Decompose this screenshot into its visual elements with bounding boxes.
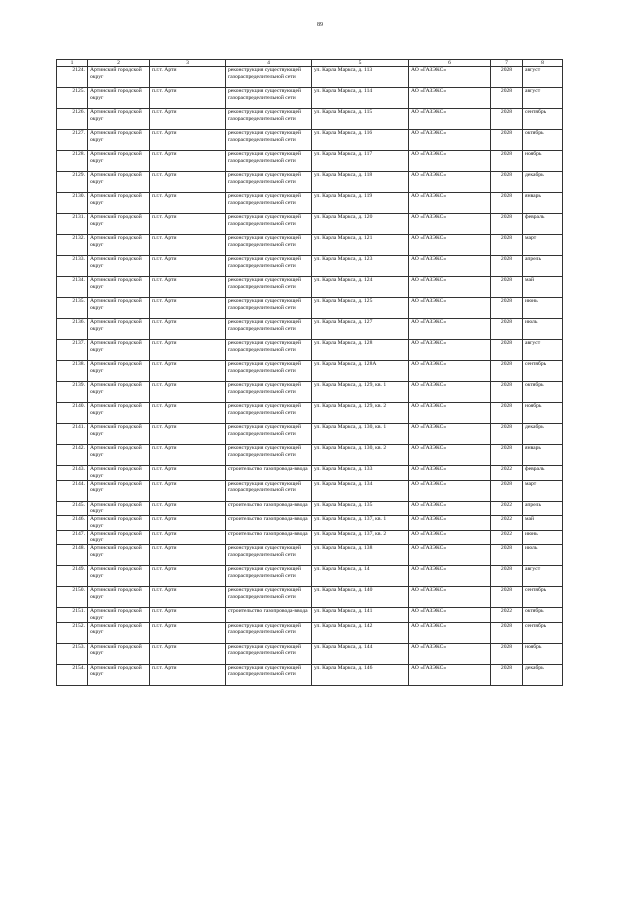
work-type-cell: реконструкция существующей газораспределительной сети [226, 545, 312, 566]
locality-cell: п.г.т. Арти [150, 516, 226, 531]
company-cell: АО «ГАЗЭКС» [409, 382, 491, 403]
work-type-cell: реконструкция существующей газораспределительной сети [226, 566, 312, 587]
company-cell: АО «ГАЗЭКС» [409, 445, 491, 466]
locality-cell: п.г.т. Арти [150, 340, 226, 361]
table-row [57, 530, 563, 545]
row-number-cell: 2143. [57, 466, 88, 481]
year-cell: 2028 [491, 214, 523, 235]
address-cell: ул. Карла Маркса, д. 118 [312, 172, 409, 193]
year-cell: 2022 [491, 466, 523, 481]
table-row [57, 545, 563, 566]
address-cell: ул. Карла Маркса, д. 116 [312, 130, 409, 151]
locality-cell: п.г.т. Арти [150, 193, 226, 214]
work-type-cell: реконструкция существующей газораспределительной сети [226, 622, 312, 643]
address-cell: ул. Карла Маркса, д. 134 [312, 480, 409, 501]
table-row [57, 516, 563, 531]
year-cell: 2028 [491, 193, 523, 214]
year-cell: 2028 [491, 235, 523, 256]
district-cell: Артинский городской округ [88, 530, 150, 545]
table-row [57, 130, 563, 151]
locality-cell: п.г.т. Арти [150, 298, 226, 319]
locality-cell: п.г.т. Арти [150, 109, 226, 130]
table-row [57, 151, 563, 172]
table-row [57, 298, 563, 319]
company-cell: АО «ГАЗЭКС» [409, 151, 491, 172]
work-type-cell: строительство газопровода-ввода [226, 516, 312, 531]
row-number-cell: 2133. [57, 256, 88, 277]
company-cell: АО «ГАЗЭКС» [409, 480, 491, 501]
table-row [57, 608, 563, 623]
work-type-cell: реконструкция существующей газораспределительной сети [226, 643, 312, 664]
table-row [57, 361, 563, 382]
locality-cell: п.г.т. Арти [150, 643, 226, 664]
row-number-cell: 2132. [57, 235, 88, 256]
table-row [57, 256, 563, 277]
address-cell: ул. Карла Маркса, д. 144 [312, 643, 409, 664]
company-cell: АО «ГАЗЭКС» [409, 403, 491, 424]
work-type-cell: реконструкция существующей газораспределительной сети [226, 664, 312, 685]
work-type-cell: реконструкция существующей газораспределительной сети [226, 319, 312, 340]
work-type-cell: строительство газопровода-ввода [226, 608, 312, 623]
month-cell: май [523, 277, 563, 298]
district-cell: Артинский городской округ [88, 256, 150, 277]
address-cell: ул. Карла Маркса, д. 128 [312, 340, 409, 361]
table-row [57, 622, 563, 643]
row-number-cell: 2142. [57, 445, 88, 466]
row-number-cell: 2146. [57, 516, 88, 531]
locality-cell: п.г.т. Арти [150, 319, 226, 340]
address-cell: ул. Карла Маркса, д. 121 [312, 235, 409, 256]
year-cell: 2028 [491, 256, 523, 277]
table-row [57, 172, 563, 193]
district-cell: Артинский городской округ [88, 193, 150, 214]
company-cell: АО «ГАЗЭКС» [409, 424, 491, 445]
row-number-cell: 2154. [57, 664, 88, 685]
month-cell: март [523, 480, 563, 501]
company-cell: АО «ГАЗЭКС» [409, 88, 491, 109]
address-cell: ул. Карла Маркса, д. 113 [312, 67, 409, 88]
district-cell: Артинский городской округ [88, 235, 150, 256]
company-cell: АО «ГАЗЭКС» [409, 545, 491, 566]
locality-cell: п.г.т. Арти [150, 130, 226, 151]
locality-cell: п.г.т. Арти [150, 445, 226, 466]
locality-cell: п.г.т. Арти [150, 235, 226, 256]
table-row [57, 566, 563, 587]
address-cell: ул. Карла Маркса, д. 123 [312, 256, 409, 277]
row-number-cell: 2149. [57, 566, 88, 587]
table-row [57, 382, 563, 403]
work-type-cell: реконструкция существующей газораспределительной сети [226, 256, 312, 277]
locality-cell: п.г.т. Арти [150, 361, 226, 382]
district-cell: Артинский городской округ [88, 466, 150, 481]
company-cell: АО «ГАЗЭКС» [409, 608, 491, 623]
year-cell: 2028 [491, 587, 523, 608]
work-type-cell: реконструкция существующей газораспределительной сети [226, 298, 312, 319]
row-number-cell: 2137. [57, 340, 88, 361]
district-cell: Артинский городской округ [88, 340, 150, 361]
company-cell: АО «ГАЗЭКС» [409, 501, 491, 516]
company-cell: АО «ГАЗЭКС» [409, 277, 491, 298]
district-cell: Артинский городской округ [88, 566, 150, 587]
month-cell: июль [523, 545, 563, 566]
company-cell: АО «ГАЗЭКС» [409, 214, 491, 235]
address-cell: ул. Карла Маркса, д. 128А [312, 361, 409, 382]
district-cell: Артинский городской округ [88, 277, 150, 298]
company-cell: АО «ГАЗЭКС» [409, 319, 491, 340]
month-cell: октябрь [523, 382, 563, 403]
locality-cell: п.г.т. Арти [150, 88, 226, 109]
address-cell: ул. Карла Маркса, д. 120 [312, 214, 409, 235]
row-number-cell: 2129. [57, 172, 88, 193]
year-cell: 2028 [491, 382, 523, 403]
year-cell: 2028 [491, 277, 523, 298]
district-cell: Артинский городской округ [88, 67, 150, 88]
month-cell: ноябрь [523, 403, 563, 424]
company-cell: АО «ГАЗЭКС» [409, 566, 491, 587]
company-cell: АО «ГАЗЭКС» [409, 256, 491, 277]
table-row [57, 235, 563, 256]
column-number-row [57, 60, 563, 67]
company-cell: АО «ГАЗЭКС» [409, 235, 491, 256]
year-cell: 2022 [491, 516, 523, 531]
year-cell: 2022 [491, 530, 523, 545]
year-cell: 2022 [491, 608, 523, 623]
row-number-cell: 2128. [57, 151, 88, 172]
year-cell: 2022 [491, 501, 523, 516]
row-number-cell: 2130. [57, 193, 88, 214]
month-cell: июнь [523, 298, 563, 319]
district-cell: Артинский городской округ [88, 403, 150, 424]
row-number-cell: 2153. [57, 643, 88, 664]
year-cell: 2028 [491, 298, 523, 319]
work-type-cell: реконструкция существующей газораспределительной сети [226, 109, 312, 130]
address-cell: ул. Карла Маркса, д. 137, кв. 1 [312, 516, 409, 531]
address-cell: ул. Карла Маркса, д. 140 [312, 587, 409, 608]
address-cell: ул. Карла Маркса, д. 119 [312, 193, 409, 214]
month-cell: август [523, 88, 563, 109]
row-number-cell: 2150. [57, 587, 88, 608]
row-number-cell: 2139. [57, 382, 88, 403]
address-cell: ул. Карла Маркса, д. 129, кв. 1 [312, 382, 409, 403]
locality-cell: п.г.т. Арти [150, 382, 226, 403]
address-cell: ул. Карла Маркса, д. 130, кв. 2 [312, 445, 409, 466]
column-header: 4 [226, 60, 312, 67]
month-cell: февраль [523, 466, 563, 481]
page-number: 89 [317, 22, 323, 28]
work-type-cell: строительство газопровода-ввода [226, 530, 312, 545]
address-cell: ул. Карла Маркса, д. 130, кв. 1 [312, 424, 409, 445]
table-row [57, 501, 563, 516]
month-cell: июнь [523, 530, 563, 545]
company-cell: АО «ГАЗЭКС» [409, 664, 491, 685]
year-cell: 2028 [491, 109, 523, 130]
work-type-cell: строительство газопровода-ввода [226, 466, 312, 481]
district-cell: Артинский городской округ [88, 319, 150, 340]
year-cell: 2028 [491, 67, 523, 88]
year-cell: 2028 [491, 361, 523, 382]
company-cell: АО «ГАЗЭКС» [409, 643, 491, 664]
company-cell: АО «ГАЗЭКС» [409, 193, 491, 214]
district-cell: Артинский городской округ [88, 130, 150, 151]
address-cell: ул. Карла Маркса, д. 135 [312, 501, 409, 516]
district-cell: Артинский городской округ [88, 545, 150, 566]
row-number-cell: 2151. [57, 608, 88, 623]
work-type-cell: реконструкция существующей газораспределительной сети [226, 67, 312, 88]
address-cell: ул. Карла Маркса, д. 125 [312, 298, 409, 319]
company-cell: АО «ГАЗЭКС» [409, 361, 491, 382]
locality-cell: п.г.т. Арти [150, 67, 226, 88]
work-type-cell: реконструкция существующей газораспределительной сети [226, 480, 312, 501]
month-cell: октябрь [523, 130, 563, 151]
locality-cell: п.г.т. Арти [150, 403, 226, 424]
month-cell: май [523, 516, 563, 531]
district-cell: Артинский городской округ [88, 516, 150, 531]
month-cell: декабрь [523, 664, 563, 685]
locality-cell: п.г.т. Арти [150, 530, 226, 545]
row-number-cell: 2145. [57, 501, 88, 516]
address-cell: ул. Карла Маркса, д. 142 [312, 622, 409, 643]
locality-cell: п.г.т. Арти [150, 545, 226, 566]
locality-cell: п.г.т. Арти [150, 587, 226, 608]
work-type-cell: реконструкция существующей газораспределительной сети [226, 587, 312, 608]
address-cell: ул. Карла Маркса, д. 138 [312, 545, 409, 566]
year-cell: 2028 [491, 622, 523, 643]
district-cell: Артинский городской округ [88, 424, 150, 445]
year-cell: 2028 [491, 130, 523, 151]
district-cell: Артинский городской округ [88, 643, 150, 664]
table-row [57, 67, 563, 88]
work-type-cell: реконструкция существующей газораспределительной сети [226, 130, 312, 151]
company-cell: АО «ГАЗЭКС» [409, 109, 491, 130]
month-cell: сентябрь [523, 109, 563, 130]
locality-cell: п.г.т. Арти [150, 608, 226, 623]
month-cell: январь [523, 193, 563, 214]
row-number-cell: 2134. [57, 277, 88, 298]
address-cell: ул. Карла Маркса, д. 137, кв. 2 [312, 530, 409, 545]
work-type-cell: реконструкция существующей газораспределительной сети [226, 361, 312, 382]
locality-cell: п.г.т. Арти [150, 501, 226, 516]
month-cell: август [523, 67, 563, 88]
work-type-cell: реконструкция существующей газораспределительной сети [226, 340, 312, 361]
address-cell: ул. Карла Маркса, д. 129, кв. 2 [312, 403, 409, 424]
district-cell: Артинский городской округ [88, 151, 150, 172]
locality-cell: п.г.т. Арти [150, 424, 226, 445]
locality-cell: п.г.т. Арти [150, 566, 226, 587]
year-cell: 2028 [491, 403, 523, 424]
locality-cell: п.г.т. Арти [150, 214, 226, 235]
company-cell: АО «ГАЗЭКС» [409, 130, 491, 151]
year-cell: 2028 [491, 545, 523, 566]
address-cell: ул. Карла Маркса, д. 127 [312, 319, 409, 340]
column-header: 2 [88, 60, 150, 67]
column-header: 1 [57, 60, 88, 67]
row-number-cell: 2131. [57, 214, 88, 235]
work-type-cell: строительство газопровода-ввода [226, 501, 312, 516]
month-cell: апрель [523, 256, 563, 277]
schedule-table [56, 59, 563, 686]
work-type-cell: реконструкция существующей газораспределительной сети [226, 88, 312, 109]
locality-cell: п.г.т. Арти [150, 256, 226, 277]
table-row [57, 277, 563, 298]
year-cell: 2028 [491, 643, 523, 664]
company-cell: АО «ГАЗЭКС» [409, 340, 491, 361]
work-type-cell: реконструкция существующей газораспределительной сети [226, 445, 312, 466]
address-cell: ул. Карла Маркса, д. 115 [312, 109, 409, 130]
year-cell: 2028 [491, 88, 523, 109]
table-row [57, 88, 563, 109]
year-cell: 2028 [491, 566, 523, 587]
month-cell: февраль [523, 214, 563, 235]
row-number-cell: 2125. [57, 88, 88, 109]
year-cell: 2028 [491, 424, 523, 445]
table-row [57, 466, 563, 481]
company-cell: АО «ГАЗЭКС» [409, 172, 491, 193]
district-cell: Артинский городской округ [88, 501, 150, 516]
work-type-cell: реконструкция существующей газораспределительной сети [226, 403, 312, 424]
table-body [57, 67, 563, 686]
work-type-cell: реконструкция существующей газораспределительной сети [226, 172, 312, 193]
month-cell: декабрь [523, 424, 563, 445]
district-cell: Артинский городской округ [88, 361, 150, 382]
table-row [57, 319, 563, 340]
table-row [57, 109, 563, 130]
address-cell: ул. Карла Маркса, д. 141 [312, 608, 409, 623]
column-header: 7 [491, 60, 523, 67]
column-header: 8 [523, 60, 563, 67]
row-number-cell: 2126. [57, 109, 88, 130]
district-cell: Артинский городской округ [88, 109, 150, 130]
month-cell: август [523, 566, 563, 587]
year-cell: 2028 [491, 480, 523, 501]
row-number-cell: 2127. [57, 130, 88, 151]
row-number-cell: 2124. [57, 67, 88, 88]
table-row [57, 193, 563, 214]
company-cell: АО «ГАЗЭКС» [409, 466, 491, 481]
row-number-cell: 2147. [57, 530, 88, 545]
year-cell: 2028 [491, 151, 523, 172]
table-row [57, 480, 563, 501]
table-row [57, 214, 563, 235]
table-row [57, 664, 563, 685]
year-cell: 2028 [491, 340, 523, 361]
row-number-cell: 2144. [57, 480, 88, 501]
district-cell: Артинский городской округ [88, 608, 150, 623]
month-cell: ноябрь [523, 643, 563, 664]
table-row [57, 340, 563, 361]
work-type-cell: реконструкция существующей газораспределительной сети [226, 151, 312, 172]
district-cell: Артинский городской округ [88, 214, 150, 235]
row-number-cell: 2138. [57, 361, 88, 382]
row-number-cell: 2136. [57, 319, 88, 340]
district-cell: Артинский городской округ [88, 88, 150, 109]
locality-cell: п.г.т. Арти [150, 277, 226, 298]
work-type-cell: реконструкция существующей газораспределительной сети [226, 235, 312, 256]
year-cell: 2028 [491, 319, 523, 340]
locality-cell: п.г.т. Арти [150, 466, 226, 481]
address-cell: ул. Карла Маркса, д. 14 [312, 566, 409, 587]
company-cell: АО «ГАЗЭКС» [409, 67, 491, 88]
address-cell: ул. Карла Маркса, д. 124 [312, 277, 409, 298]
address-cell: ул. Карла Маркса, д. 117 [312, 151, 409, 172]
locality-cell: п.г.т. Арти [150, 664, 226, 685]
address-cell: ул. Карла Маркса, д. 114 [312, 88, 409, 109]
row-number-cell: 2148. [57, 545, 88, 566]
work-type-cell: реконструкция существующей газораспределительной сети [226, 193, 312, 214]
month-cell: ноябрь [523, 151, 563, 172]
month-cell: август [523, 340, 563, 361]
district-cell: Артинский городской округ [88, 664, 150, 685]
locality-cell: п.г.т. Арти [150, 151, 226, 172]
table-row [57, 403, 563, 424]
company-cell: АО «ГАЗЭКС» [409, 587, 491, 608]
locality-cell: п.г.т. Арти [150, 622, 226, 643]
work-type-cell: реконструкция существующей газораспределительной сети [226, 424, 312, 445]
locality-cell: п.г.т. Арти [150, 480, 226, 501]
row-number-cell: 2140. [57, 403, 88, 424]
month-cell: июль [523, 319, 563, 340]
month-cell: март [523, 235, 563, 256]
year-cell: 2028 [491, 172, 523, 193]
table-row [57, 445, 563, 466]
month-cell: апрель [523, 501, 563, 516]
company-cell: АО «ГАЗЭКС» [409, 622, 491, 643]
district-cell: Артинский городской округ [88, 172, 150, 193]
month-cell: декабрь [523, 172, 563, 193]
month-cell: сентябрь [523, 587, 563, 608]
month-cell: октябрь [523, 608, 563, 623]
month-cell: сентябрь [523, 622, 563, 643]
district-cell: Артинский городской округ [88, 298, 150, 319]
company-cell: АО «ГАЗЭКС» [409, 298, 491, 319]
district-cell: Артинский городской округ [88, 587, 150, 608]
column-header: 5 [312, 60, 409, 67]
column-header: 6 [409, 60, 491, 67]
row-number-cell: 2135. [57, 298, 88, 319]
month-cell: сентябрь [523, 361, 563, 382]
district-cell: Артинский городской округ [88, 445, 150, 466]
district-cell: Артинский городской округ [88, 382, 150, 403]
year-cell: 2028 [491, 664, 523, 685]
table-row [57, 643, 563, 664]
table-row [57, 587, 563, 608]
year-cell: 2028 [491, 445, 523, 466]
district-cell: Артинский городской округ [88, 480, 150, 501]
locality-cell: п.г.т. Арти [150, 172, 226, 193]
work-type-cell: реконструкция существующей газораспределительной сети [226, 214, 312, 235]
table-row [57, 424, 563, 445]
district-cell: Артинский городской округ [88, 622, 150, 643]
work-type-cell: реконструкция существующей газораспределительной сети [226, 277, 312, 298]
month-cell: январь [523, 445, 563, 466]
address-cell: ул. Карла Маркса, д. 133 [312, 466, 409, 481]
company-cell: АО «ГАЗЭКС» [409, 530, 491, 545]
company-cell: АО «ГАЗЭКС» [409, 516, 491, 531]
address-cell: ул. Карла Маркса, д. 146 [312, 664, 409, 685]
work-type-cell: реконструкция существующей газораспределительной сети [226, 382, 312, 403]
row-number-cell: 2141. [57, 424, 88, 445]
row-number-cell: 2152. [57, 622, 88, 643]
column-header: 3 [150, 60, 226, 67]
